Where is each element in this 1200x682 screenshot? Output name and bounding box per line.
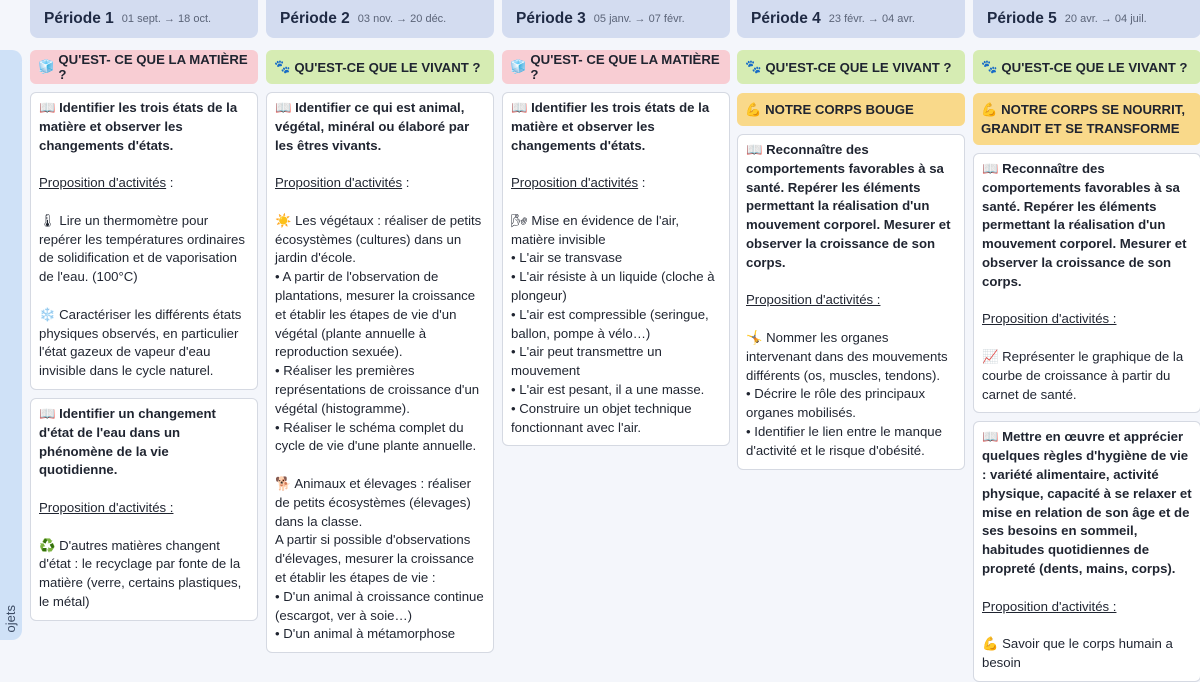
activities-heading: Proposition d'activités : (746, 292, 881, 308)
activities-heading: Proposition d'activités : (275, 175, 410, 191)
period-header-3[interactable] (502, 0, 730, 38)
period-name: Période 5 (987, 10, 1057, 27)
theme-banner-living[interactable] (737, 50, 965, 84)
activities-text: ☀️ Les végétaux : réaliser de petits écosystèmes (cultures) dans un jardin d'école. • A partir de l'observation de plantations, mesurer la croissance et établir les étapes de vie d'un végétal (plante annuelle à reproduction sexuée). • Réaliser les premières représentations de croissance d'un végétal (histogramme). • Réaliser le schéma complet du cycle de vie d'une plante annuelle. 🐕 Animaux et élevages : réaliser de petits écosystèmes (élevages) dans la classe. A partir si possible d'observations d'élevages, mesurer la croissance et établir les étapes de vie : • D'un animal à croissance continue (escargot, ver à soie…) • D'un animal à métamorphose (275, 212, 484, 642)
activities-text: 🤸 Nommer les organes intervenant dans des mouvements différents (os, muscles, tendons). • Décrire le rôle des principaux organes mobilisés. • Identifier le lien entre le manque d'activité et le risque d'obésité. (746, 329, 948, 458)
period-dates: 05 janv. → 07 févr. (593, 13, 685, 25)
period-name: Période 1 (44, 10, 114, 27)
objective-text: 📖 Identifier les trois états de la matière et observer les changements d'états. (39, 100, 238, 153)
sidebar-tab[interactable] (0, 50, 22, 640)
theme-banner-living[interactable] (266, 50, 494, 84)
objective-text: 📖 Identifier les trois états de la matière et observer les changements d'états. (511, 100, 710, 153)
period-dates: 23 févr. → 04 avr. (828, 13, 915, 25)
objective-card[interactable] (30, 92, 258, 390)
objective-text: 📖 Reconnaître des comportements favorables à sa santé. Repérer les éléments permettant la réalisation d'un mouvement corporel. Mesurer et observer la croissance de son corps. (746, 142, 951, 270)
objective-card[interactable] (266, 92, 494, 653)
ice-cube-icon: 🧊 (38, 59, 55, 74)
activities-heading: Proposition d'activités : (39, 499, 174, 515)
theme-label: QU'EST- CE QUE LA MATIÈRE ? (530, 52, 720, 82)
theme-label: QU'EST-CE QUE LE VIVANT ? (765, 59, 952, 75)
period-name: Période 4 (751, 10, 821, 27)
ice-cube-icon: 🧊 (510, 59, 527, 74)
activities-heading: Proposition d'activités : (982, 311, 1117, 327)
activities-text: 🌡 Lire un thermomètre pour repérer les températures ordinaires de solidification et de vaporisation de l'eau. (100°C) ❄️ Caractériser les différents états physiques observés, en particulier l'état gazeux de vapeur d'eau invisible dans le cycle naturel. (39, 212, 245, 379)
period-dates: 20 avr. → 04 juil. (1064, 13, 1147, 25)
theme-label: QU'EST-CE QUE LE VIVANT ? (1001, 59, 1188, 75)
objective-text: 📖 Identifier un changement d'état de l'eau dans un phénomène de la vie quotidienne. (39, 405, 216, 478)
period-column-3 (502, 0, 730, 446)
period-column-5 (973, 0, 1200, 682)
period-header-2[interactable] (266, 0, 494, 38)
activities-text: 📈 Représenter le graphique de la courbe de croissance à partir du carnet de santé. (982, 348, 1184, 402)
period-header-5[interactable] (973, 0, 1200, 38)
objective-text: 📖 Reconnaître des comportements favorables à sa santé. Repérer les éléments permettant la réalisation d'un mouvement corporel. Mesurer et observer la croissance de son corps. (982, 161, 1187, 289)
period-column-4 (737, 0, 965, 470)
objective-text: 📖 Mettre en œuvre et apprécier quelques règles d'hygiène de vie : variété alimentaire, activité physique, capacité à se relaxer et mise en relation de son âge et de ses besoins en sommeil, habitudes quotidiennes de propreté (dents, mains, corps). (982, 429, 1192, 576)
subtheme-banner[interactable]: 💪 NOTRE CORPS BOUGE (737, 93, 965, 126)
objective-card[interactable] (973, 153, 1200, 413)
period-dates: 03 nov. → 20 déc. (357, 13, 447, 25)
objective-text: 📖 Identifier ce qui est animal, végétal, minéral ou élaboré par les êtres vivants. (275, 100, 470, 153)
activities-text: 🌬 Mise en évidence de l'air, matière invisible • L'air se transvase • L'air résiste à un liquide (cloche à plongeur) • L'air est compressible (seringue, ballon, pompe à vélo…) • L'air peut transmettre un mouvement • L'air est pesant, il a une masse. • Construire un objet technique fonctionnant avec l'air. (511, 212, 715, 435)
theme-banner-matter[interactable] (502, 50, 730, 84)
theme-label: QU'EST- CE QUE LA MATIÈRE ? (58, 52, 248, 82)
objective-card[interactable] (30, 398, 258, 621)
paw-icon: 🐾 (981, 59, 998, 74)
activities-heading: Proposition d'activités : (511, 175, 646, 191)
subtheme-banner[interactable]: 💪 NOTRE CORPS SE NOURRIT, GRANDIT ET SE TRANSFORME (973, 93, 1200, 145)
paw-icon: 🐾 (745, 59, 762, 74)
period-dates: 01 sept. → 18 oct. (121, 13, 212, 25)
theme-label: QU'EST-CE QUE LE VIVANT ? (294, 59, 481, 75)
theme-banner-matter[interactable] (30, 50, 258, 84)
activities-text: ♻️ D'autres matières changent d'état : le recyclage par fonte de la matière (verre, certains plastiques, le métal) (39, 537, 242, 609)
theme-banner-living[interactable] (973, 50, 1200, 84)
activities-heading: Proposition d'activités : (39, 175, 174, 191)
objective-card[interactable] (502, 92, 730, 446)
sidebar-tab-label: ojets (3, 604, 18, 632)
period-column-1 (30, 0, 258, 621)
paw-icon: 🐾 (274, 59, 291, 74)
period-name: Période 3 (516, 10, 586, 27)
activities-heading: Proposition d'activités : (982, 598, 1117, 614)
period-header-1[interactable] (30, 0, 258, 38)
objective-card[interactable] (973, 421, 1200, 681)
period-header-4[interactable] (737, 0, 965, 38)
objective-card[interactable] (737, 134, 965, 470)
period-column-2 (266, 0, 494, 653)
period-name: Période 2 (280, 10, 350, 27)
activities-text: 💪 Savoir que le corps humain a besoin (982, 636, 1173, 670)
